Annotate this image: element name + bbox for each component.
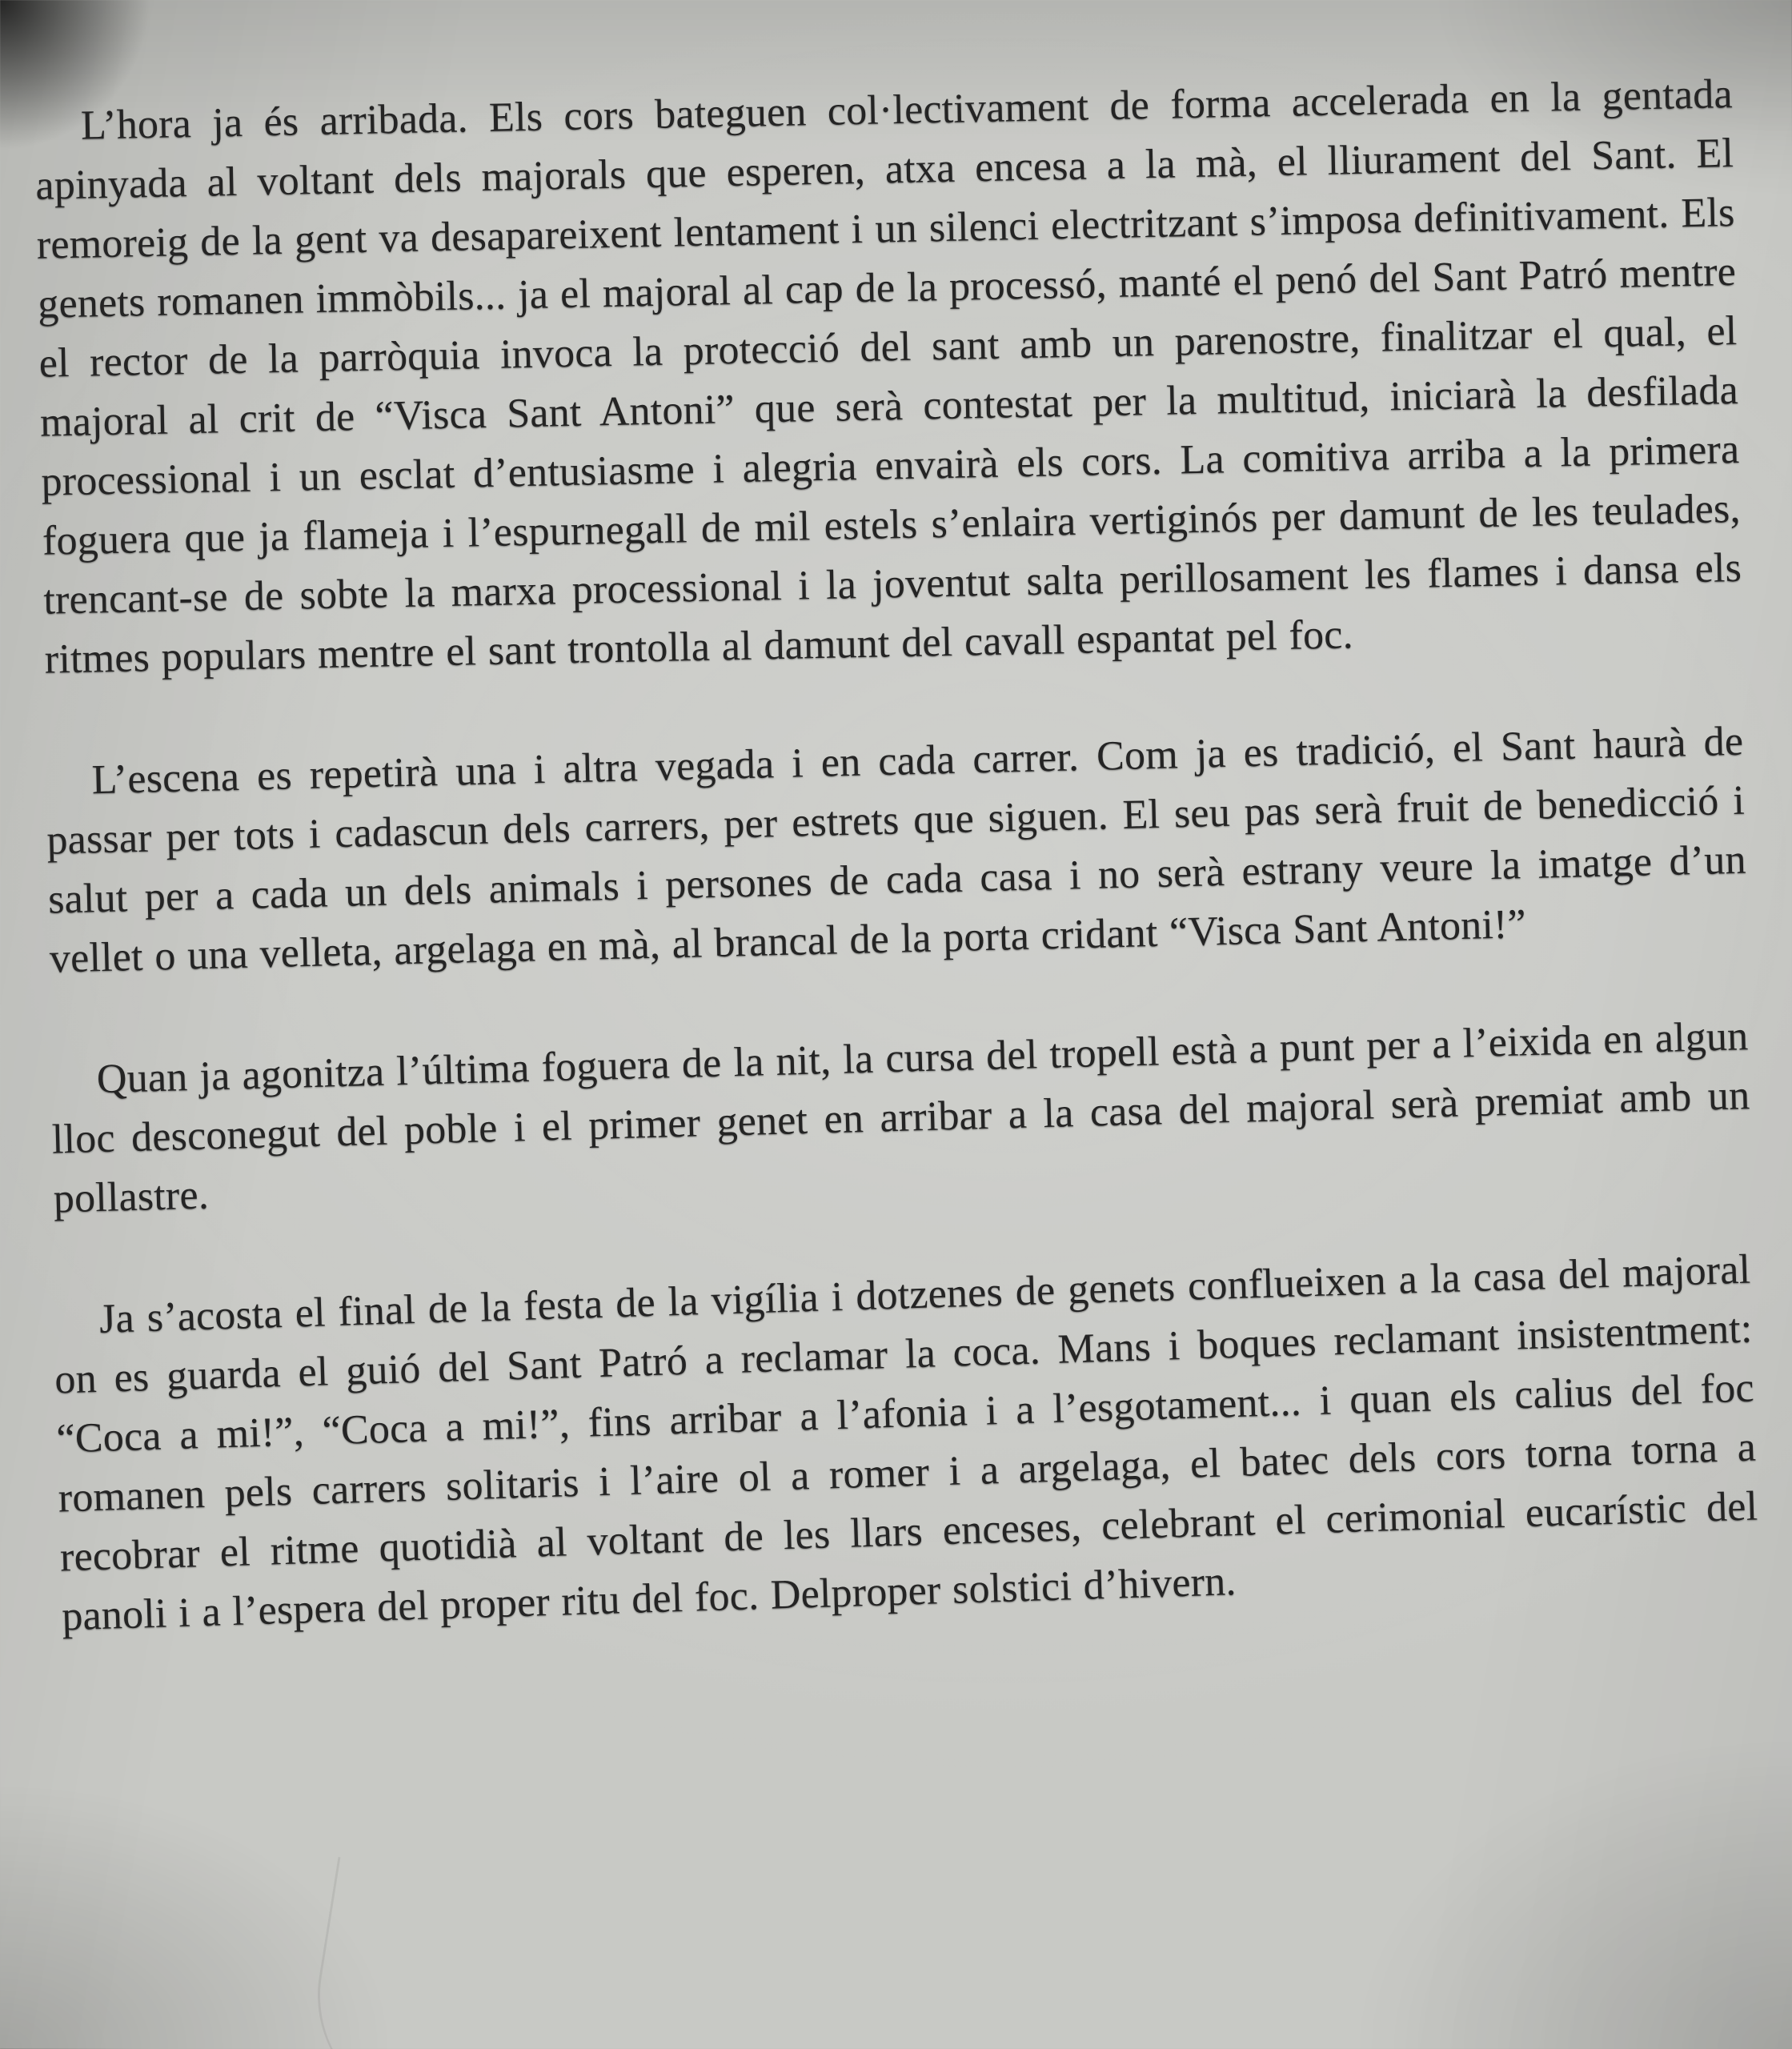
paragraph-1: L’hora ja és arribada. Els cors bateguen col·lectivament de forma accelerada en la gentada apinyada al voltant dels majorals que esperen, atxa encesa a la mà, el lliurament del Sant. El remoreig de la gent va desapareixent lentament i un silenci electritzant s’imposa definitivament. Els genets romanen immòbils... ja el majoral al cap de la processó, manté el penó del Sant Patró mentre el rector de la parròquia invoca la protecció del sant amb un parenostre, finalitzar el qual, el majoral al crit de “Visca Sant Antoni” que serà contestat per la multitud, iniciarà la desfilada processional i un esclat d’entusiasme i alegria envairà els cors. La comitiva arriba a la primera foguera que ja flameja i l’espurnegall de mil estels s’enlaira vertiginós per damunt de les teulades, trencant-se de sobte la marxa processional i la joventut salta perillosament les flames i dansa els ritmes populars mentre el sant trontolla al damunt del cavall espantat pel foc.	[34, 71, 1742, 683]
paragraph-3: Quan ja agonitza l’última foguera de la nit, la cursa del tropell està a punt per a l’eixida en algun lloc desconegut del poble i el primer genet en arribar a la casa del majoral serà premiat amb un pollastre.	[51, 1013, 1750, 1222]
paragraph-4: Ja s’acosta el final de la festa de la vigília i dotzenes de genets conflueixen a la casa del majoral on es guarda el guió del Sant Patró a reclamar la coca. Mans i boques reclamant insistentment: “Coca a mi!”, “Coca a mi!”, fins arribar a l’afonia i a l’esgotament... i quan els calius del foc romanen pels carrers solitaris i l’aire ol a romer i a argelaga, el batec dels cors torna torna a recobrar el ritme quotidià al voltant de les llars enceses, celebrant el cerimonial eucarístic del panoli i a l’espera del proper ritu del foc. Delproper solstici d’hivern.	[54, 1246, 1758, 1640]
page-curl-mark	[300, 1857, 459, 2049]
paragraph-2: L’escena es repetirà una i altra vegada i en cada carrer. Com ja es tradició, el Sant haurà de passar per tots i cadascun dels carrers, per estrets que siguen. El seu pas serà fruit de benedicció i salut per a cada un dels animals i persones de cada casa i no serà estrany veure la imatge d’un vellet o una velleta, argelaga en mà, al brancal de la porta cridant “Visca Sant Antoni!”	[46, 718, 1747, 982]
